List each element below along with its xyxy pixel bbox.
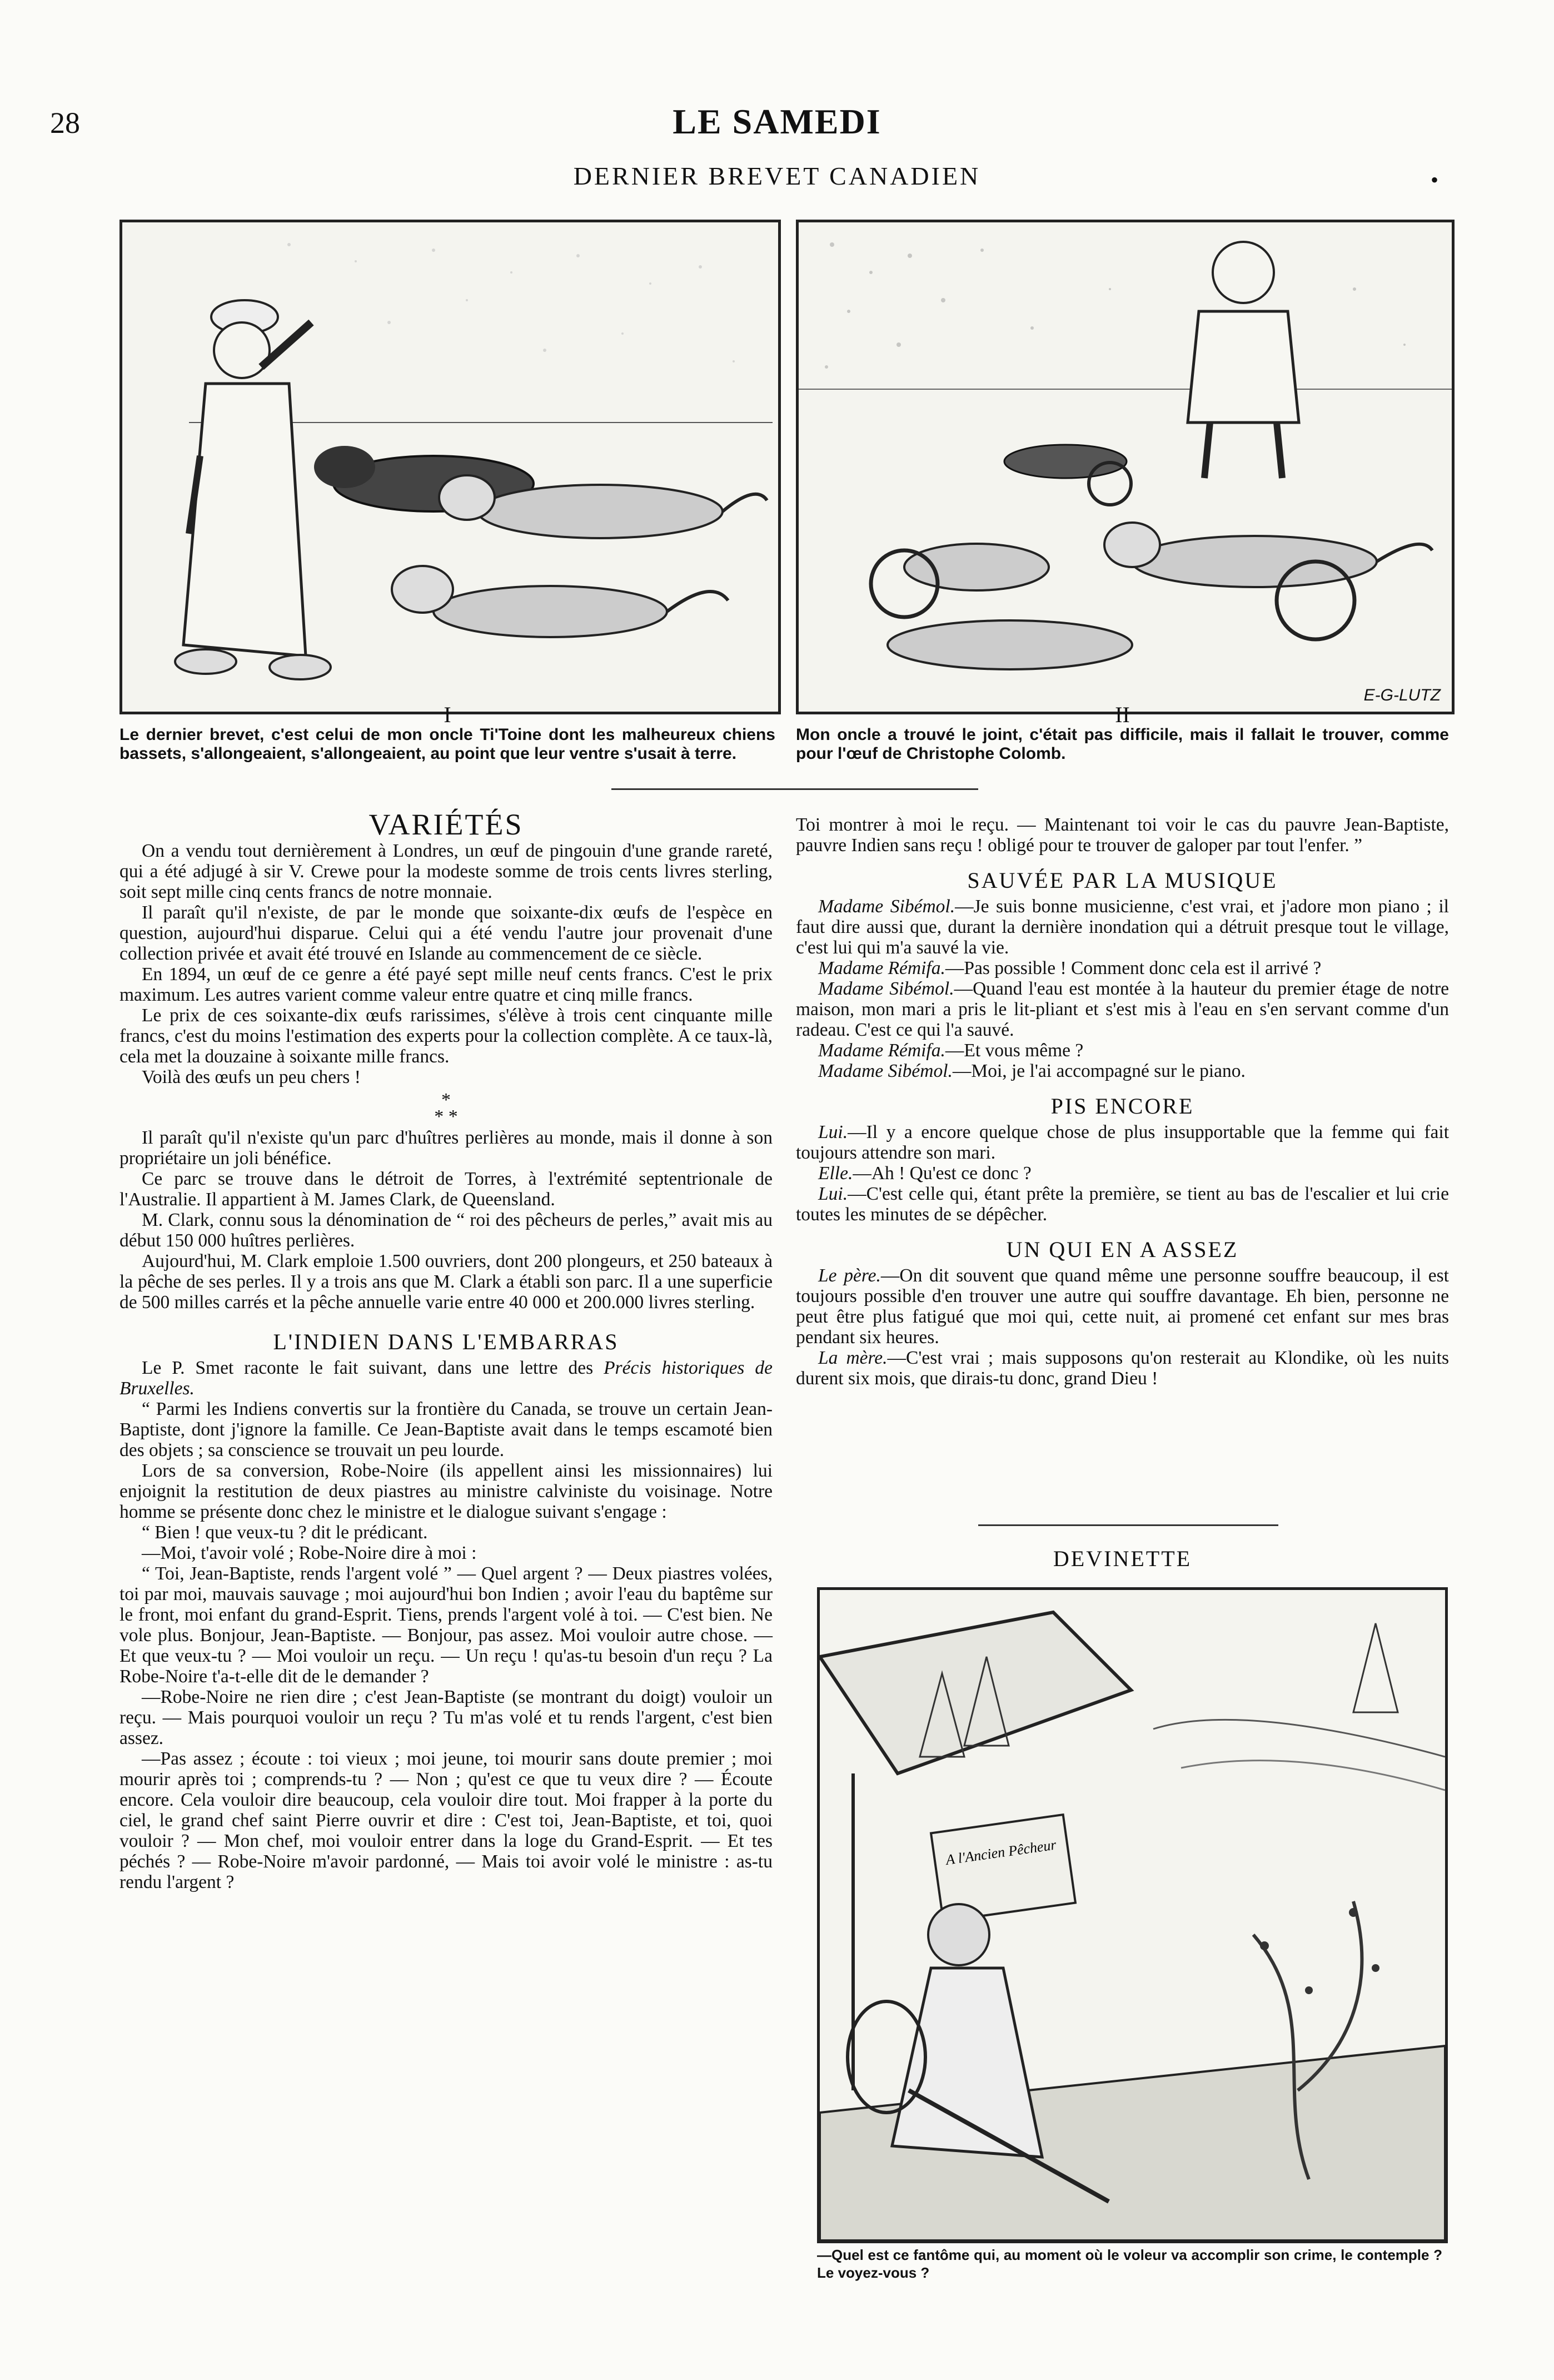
dialogue-line — [796, 1184, 1449, 1225]
line-text: —Quand l'eau est montée à la hauteur du premier étage de notre maison, mon mari a pris le lit-pliant et s'est mis à l'eau en s'en servant comme d'un radeau. C'est ce qui l'a sauvé. — [796, 978, 1450, 1040]
journal-title: LE SAMEDI — [673, 102, 881, 141]
line-text: —Il y a encore quelque chose de plus insupportable que la femme qui fait toujours attendre son mari. — [796, 1122, 1449, 1163]
varietes-paragraph: En 1894, un œuf de ce genre a été payé sept mille neuf cents francs. C'est le prix maximum. Les autres varient comme valeur entre quatre et cinq mille francs. — [119, 964, 773, 1005]
huitres-paragraph: Aujourd'hui, M. Clark emploie 1.500 ouvriers, dont 200 plongeurs, et 250 bateaux à la pêche de ses perles. Il y a trois ans que M. Clark a établi son parc. Il a une superficie de 500 milles carrés et la pêche annuelle varie entre 40 000 et 200.000 livres sterling. — [119, 1251, 773, 1313]
page-number: 28 — [50, 106, 80, 140]
varietes-paragraph: Voilà des œufs un peu chers ! — [142, 1067, 361, 1087]
huitres-paragraph: Il paraît qu'il n'existe qu'un parc d'huîtres perlières au monde, mais il donne à son propriétaire un joli bénéfice. — [119, 1127, 773, 1169]
dialogue-line — [796, 1163, 1449, 1184]
pis-encore-title: PIS ENCORE — [1050, 1094, 1194, 1119]
speaker: Madame Rémifa. — [818, 1040, 945, 1061]
panel-1-caption: Le dernier brevet, c'est celui de mon oncle Ti'Toine dont les malheureux chiens bassets, s'allongeaient, s'allongeaient, au point que leur ventre s'usait à terre. — [119, 726, 775, 763]
cartoon-title: DERNIER BREVET CANADIEN — [573, 162, 981, 190]
un-qui-en-a-assez-title: UN QUI EN A ASSEZ — [1006, 1237, 1239, 1262]
indien-intro-source: Précis historiques de Bruxelles. — [119, 1358, 773, 1399]
line-text: —Pas possible ! Comment donc cela est il arrivé ? — [945, 958, 1322, 978]
huitres-paragraph: Ce parc se trouve dans le détroit de Torres, à l'extrémité septentrionale de l'Australie. Il appartient à M. James Clark, de Queensland. — [119, 1169, 773, 1210]
fisherman-puzzle-picture — [820, 1590, 1445, 2240]
indien-paragraph: —Robe-Noire ne rien dire ; c'est Jean-Baptiste (se montrant du doigt) vouloir un reçu. — Mais pourquoi vouloir un reçu ? Tu m'as volé et tu rends l'argent, c'est bien assez. — [119, 1687, 773, 1748]
cartoon-panel-2 — [796, 220, 1455, 714]
speaker: Madame Sibémol. — [818, 896, 955, 917]
devinette-caption: —Quel est ce fantôme qui, au moment où le voleur va accomplir son crime, le contemple ? Le voyez-vous ? — [817, 2247, 1442, 2281]
huitres-paragraph: M. Clark, connu sous la dénomination de “ roi des pêcheurs de perles,” avait mis au début 150 000 huîtres perlières. — [119, 1210, 773, 1251]
speaker: Madame Sibémol. — [818, 1061, 953, 1081]
stars-separator: * * * — [434, 1090, 458, 1127]
sauvee-title: SAUVÉE PAR LA MUSIQUE — [967, 868, 1278, 893]
indien-paragraph: “ Parmi les Indiens convertis sur la frontière du Canada, se trouve un certain Jean-Baptiste, dont j'ignore la famille. Ce Jean-Baptiste avait dans le temps escamoté bien des objets ; sa conscience se trouvait un peu lourde. — [119, 1399, 773, 1460]
artist-signature: E-G-LUTZ — [1363, 686, 1441, 704]
panel-2-number: II — [1115, 702, 1130, 727]
line-text: —Ah ! Qu'est ce donc ? — [853, 1163, 1032, 1184]
panel-1-number: I — [444, 702, 451, 727]
dogs-with-wheels-illustration — [799, 222, 1452, 712]
dialogue-line — [796, 1040, 1449, 1061]
indien-title: L'INDIEN DANS L'EMBARRAS — [273, 1329, 619, 1354]
indien-paragraph: —Moi, t'avoir volé ; Robe-Noire dire à moi : — [142, 1543, 477, 1563]
indien-paragraph: “ Toi, Jean-Baptiste, rends l'argent volé ” — Quel argent ? — Deux piastres volées, toi par moi, mauvais sauvage ; moi aujourd'hui bon Indien ; avoir l'eau du baptême sur le front, moi enfant du grand-Esprit. Tiens, prends l'argent volé à toi. — C'est bien. Ne vole plus. Bonjour, Jean-Baptiste. — Bonjour, pas assez. Moi vouloir autre chose. — Et que veux-tu ? — Moi vouloir un reçu. — Un reçu ! qu'as-tu besoin d'un reçu ? La Robe-Noire t'a-t-elle dit de le demander ? — [119, 1563, 773, 1687]
dialogue-line — [796, 978, 1449, 1040]
left-column — [119, 808, 773, 1892]
line-text: —On dit souvent que quand même une personne souffre beaucoup, il est toujours possible d'en trouver une autre qui souffre davantage. Eh bien, personne ne peut être plus fatigué que moi qui, cette nuit, ai promené cet enfant sur mes bras pendant six heures. — [796, 1265, 1449, 1348]
right-column — [796, 814, 1449, 1389]
dialogue-line — [796, 1265, 1449, 1348]
varietes-paragraph: Le prix de ces soixante-dix œufs rarissimes, s'élève à trois cent cinquante mille francs, c'est du moins l'estimation des experts pour la collection complète. A ce taux-là, cela met la douzaine à soixante mille francs. — [119, 1005, 773, 1067]
speaker: Madame Rémifa. — [818, 958, 945, 978]
speaker: La mère. — [818, 1348, 888, 1368]
line-text: —Je suis bonne musicienne, c'est vrai, et j'adore mon piano ; il faut dire aussi que, durant la dernière inondation qui a détruit presque tout le village, c'est lui qui m'a sauvé la vie. — [796, 896, 1449, 958]
dialogue-line — [796, 958, 1449, 978]
line-text: —Moi, je l'ai accompagné sur le piano. — [952, 1061, 1246, 1081]
indien-paragraph: “ Bien ! que veux-tu ? dit le prédicant. — [142, 1522, 428, 1543]
line-text: —C'est celle qui, étant prête la première, se tient au bas de l'escalier et lui crie toutes les minutes de se dépêcher. — [796, 1184, 1449, 1225]
varietes-title: VARIÉTÉS — [368, 808, 524, 841]
devinette-illustration — [817, 1587, 1448, 2243]
devinette-title: DEVINETTE — [1053, 1546, 1192, 1571]
speaker: Le père. — [818, 1265, 881, 1286]
varietes-paragraph: Il paraît qu'il n'existe, de par le monde que soixante-dix œufs de l'espèce en question, aujourd'hui disparue. Celui qui a été vendu l'autre jour provenait d'une collection privée et avait été trouvé en Islande au commencement de ce siècle. — [119, 902, 773, 964]
varietes-paragraph: On a vendu tout dernièrement à Londres, un œuf de pingouin d'une grande rareté, qui a été adjugé à sir V. Crewe pour la modeste somme de trois cents livres sterling, soit sept mille cinq cents francs de notre monnaie. — [119, 841, 773, 902]
indien-paragraph: —Pas assez ; écoute : toi vieux ; moi jeune, toi mourir sans doute premier ; moi mourir après toi ; comprends-tu ? — Non ; qu'est ce que tu veux dire ? — Écoute encore. Cela vouloir dire beaucoup, cela vouloir dire tout. Moi frapper à la porte du ciel, le grand chef saint Pierre ouvrir et dire : C'est toi, Jean-Baptiste, et toi, quoi vouloir ? — Mon chef, moi vouloir entrer dans la loge du Grand-Esprit. — Et tes péchés ? — Robe-Noire m'avoir pardonné, — Mais toi avoir volé le ministre : as-tu rendu l'argent ? — [119, 1748, 773, 1892]
speaker: Elle. — [818, 1163, 853, 1184]
indien-paragraph: Lors de sa conversion, Robe-Noire (ils appellent ainsi les missionnaires) lui enjoignit la restitution de deux piastres au ministre calviniste du voisinage. Notre homme se présente donc chez le ministre et le dialogue suivant s'engage : — [119, 1460, 773, 1522]
speaker: Madame Sibémol. — [818, 978, 954, 999]
section-divider — [978, 1524, 1278, 1526]
indien-intro-text: Le P. Smet raconte le fait suivant, dans une lettre des — [142, 1358, 604, 1378]
dialogue-line — [796, 1122, 1449, 1163]
inn-sign-text: A l'Ancien Pêcheur — [944, 1836, 1058, 1869]
dialogue-line — [796, 1061, 1449, 1081]
cartoon-panel-1 — [119, 220, 781, 714]
dialogue-line — [796, 1348, 1449, 1389]
line-text: —C'est vrai ; mais supposons qu'on resterait au Klondike, où les nuits durent six mois, que dirais-tu donc, grand Dieu ! — [796, 1348, 1450, 1389]
line-text: —Et vous même ? — [945, 1040, 1084, 1061]
panel-2-caption: Mon oncle a trouvé le joint, c'était pas difficile, mais il fallait le trouver, comme pour l'œuf de Christophe Colomb. — [796, 726, 1449, 763]
section-divider — [611, 788, 978, 790]
basset-dogs-illustration — [122, 222, 778, 712]
speaker: Lui. — [818, 1122, 848, 1142]
dialogue-line — [796, 896, 1449, 958]
indien-intro — [119, 1358, 773, 1399]
bullet-mark: • — [1431, 167, 1439, 192]
speaker: Lui. — [818, 1184, 848, 1204]
indien-continuation: Toi montrer à moi le reçu. — Maintenant toi voir le cas du pauvre Jean-Baptiste, pauvre Indien sans reçu ! obligé pour te trouver de galoper par tout l'enfer. ” — [796, 814, 1449, 856]
